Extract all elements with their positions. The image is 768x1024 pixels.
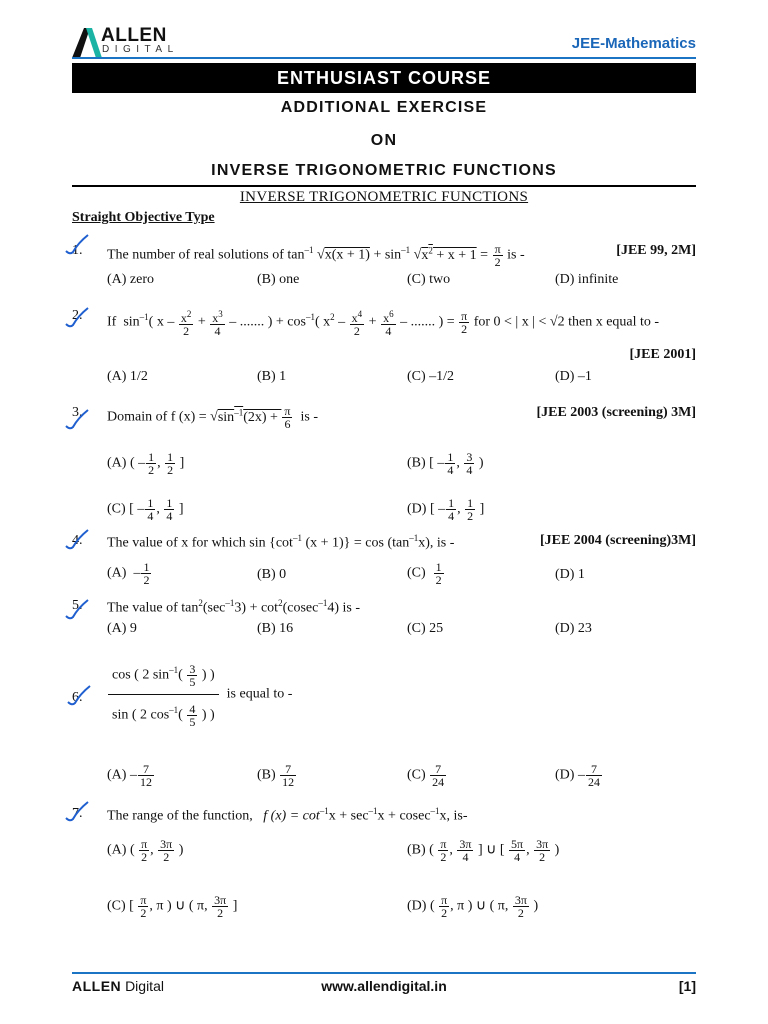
section-title: INVERSE TRIGONOMETRIC FUNCTIONS: [239, 189, 529, 205]
footer-url[interactable]: www.allendigital.in: [321, 978, 447, 994]
question-text: The value of $\tan^2(\sec^{-1}3) + \cot^2(cosec^{-1}4)$ is -: [107, 598, 361, 616]
question-reference: [JEE 2001]: [629, 347, 696, 362]
option-c: (C) $\frac{1}{2}$: [407, 560, 442, 587]
brand-sub: DIGITAL: [102, 44, 179, 55]
question-1: [72, 243, 696, 293]
option-c: (C) [ – $\frac{1}{4}$ , $\frac{1}{4}$ ]: [107, 496, 184, 523]
brand-name: ALLEN: [101, 25, 167, 46]
option-d: (D) [ – $\frac{1}{4}$ , $\frac{1}{2}$ ]: [407, 496, 485, 523]
option-a: (A) – $\frac{7}{12}$: [107, 762, 152, 789]
option-a: (A) zero: [107, 272, 155, 287]
question-text: If $\sin^{-1}$( x – $\frac{x^2}{2}$ + $\frac{x^3}{4}$ – ....... ) + $\cos^{-1}$( $x^2$ – $\frac{x^4}{2}$ + $\frac{x^6}{4}$ – ....... ) = $\frac{\pi}{2}$ for 0 < | x | < √2 then x equal to -: [107, 309, 660, 338]
page-number: [1]: [678, 978, 696, 994]
option-b: (B) 0: [257, 567, 287, 582]
question-6: [72, 655, 696, 800]
option-b: (B) ( $\frac{\pi}{2}$ , $\frac{3\pi}{4}$ ] ∪ [ $\frac{5\pi}{4}$ , $\frac{3\pi}{2}$ ): [407, 837, 560, 864]
question-text: The range of the function, f $(x) = \cot^{-1}x + \sec^{-1}x + cosec^{-1}x$, is-: [107, 806, 468, 824]
option-d: (D) ( $\frac{\pi}{2}$ , π ) ∪ ( π, $\frac{3\pi}{2}$ ): [407, 893, 539, 920]
question-2: [72, 308, 696, 388]
header-divider: [72, 57, 696, 59]
option-d: (D) infinite: [555, 272, 619, 287]
question-reference: [JEE 2004 (screening)3M]: [539, 533, 696, 548]
question-type-label: Straight Objective Type: [72, 210, 215, 225]
question-number: 2.: [72, 308, 83, 323]
question-text: The number of real solutions of $\tan^{-1} √x(x + 1) + \sin^{-1} √x^2 + x + 1$ = $\frac{\pi}{2}$ is -: [107, 242, 525, 269]
option-b: (B) one: [257, 272, 300, 287]
option-c: (C) [ $\frac{\pi}{2}$ , π ) ∪ ( π, $\frac{3\pi}{2}$ ]: [107, 893, 238, 920]
option-b: (B) $\frac{7}{12}$: [257, 762, 295, 789]
option-d: (D) 23: [555, 621, 592, 636]
question-text: The value of x for which $\sin \{\cot^{-1}$ $(x + 1)\} = \cos (\tan^{-1}x)$, is -: [107, 533, 455, 551]
question-5: [72, 598, 696, 642]
question-number: 7.: [72, 806, 83, 821]
question-4: [72, 533, 696, 589]
tick-mark-icon: [64, 408, 90, 430]
tick-mark-icon: [64, 528, 90, 550]
option-d: (D) 1: [555, 567, 585, 582]
option-a: (A) ( – $\frac{1}{2}$ , $\frac{1}{2}$ ]: [107, 450, 185, 477]
heading-line-2: ON: [370, 132, 398, 149]
tick-mark-icon: [64, 800, 90, 822]
question-number: 4.: [72, 533, 83, 548]
heading-line-1: ADDITIONAL EXERCISE: [280, 99, 488, 116]
tick-mark-icon: [66, 684, 92, 706]
question-reference: [JEE 99, 2M]: [616, 243, 696, 258]
option-b: (B) [ – $\frac{1}{4}$ , $\frac{3}{4}$ ): [407, 450, 484, 477]
question-number: 1.: [72, 243, 83, 258]
question-reference: [JEE 2003 (screening) 3M]: [536, 405, 696, 420]
heading-line-3: INVERSE TRIGONOMETRIC FUNCTIONS: [211, 162, 557, 179]
question-number: 3.: [72, 405, 83, 420]
question-text: Domain of f $(x) = √\sin^{-1}(2x)$ + $\frac{\pi}{6}$ is -: [107, 404, 318, 431]
footer-brand: ALLEN Digital: [72, 978, 164, 994]
question-3: [72, 405, 696, 527]
question-number: 6.: [72, 690, 83, 705]
option-c: (C) 25: [407, 621, 444, 636]
option-b: (B) 1: [257, 369, 287, 384]
option-d: (D) – $\frac{7}{24}$: [555, 762, 600, 789]
option-c: (C) –1/2: [407, 369, 455, 384]
option-a: (A) 1/2: [107, 369, 148, 384]
tick-mark-icon: [64, 598, 90, 620]
option-b: (B) 16: [257, 621, 294, 636]
subject-label: JEE-Mathematics: [571, 35, 696, 52]
question-expression: cos ( 2 $\sin^{-1}$( $\frac{3}{5}$ ) ) sin ( 2 $\cos^{-1}$( $\frac{4}{5}$ ) ) is equal to -: [107, 655, 292, 734]
question-7: [72, 806, 696, 936]
option-a: (A) 9: [107, 621, 137, 636]
option-c: (C) two: [407, 272, 451, 287]
option-c: (C) $\frac{7}{24}$: [407, 762, 445, 789]
heading-rule: [72, 185, 696, 187]
tick-mark-icon: [64, 233, 90, 255]
option-d: (D) –1: [555, 369, 592, 384]
option-a: (A) ( $\frac{\pi}{2}$ , $\frac{3\pi}{2}$ ): [107, 837, 184, 864]
option-a: (A) – $\frac{1}{2}$: [107, 560, 150, 587]
course-banner: ENTHUSIAST COURSE: [72, 63, 696, 93]
tick-mark-icon: [64, 306, 90, 328]
question-number: 5.: [72, 598, 83, 613]
footer-divider: [72, 972, 696, 974]
